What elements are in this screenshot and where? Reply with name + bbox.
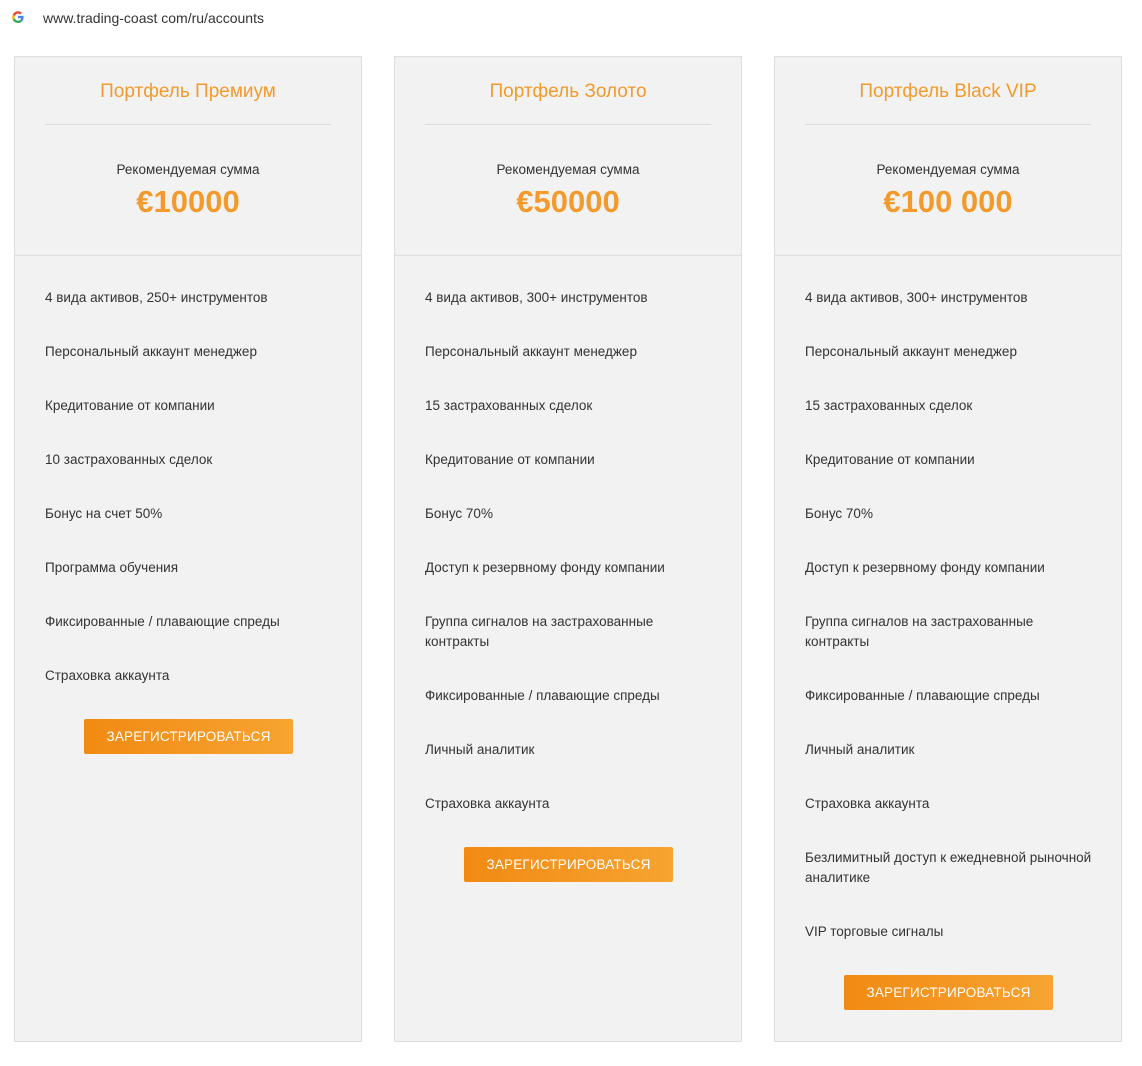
feature-item: Кредитование от компании [45,398,215,413]
plan-card-premium [14,56,362,1042]
feature-item: Персональный аккаунт менеджер [805,344,1017,359]
recommended-amount-label: Рекомендуемая сумма [496,162,640,177]
plan-card-black-vip [774,56,1122,1042]
feature-item: Персональный аккаунт менеджер [45,344,257,359]
feature-item: Личный аналитик [425,742,535,757]
plan-card-header [15,57,361,256]
feature-item: 4 вида активов, 300+ инструментов [425,290,648,305]
recommended-amount: €10000 [136,184,240,219]
url-text[interactable]: www.trading-coast com/ru/accounts [43,10,264,26]
feature-item: Доступ к резервному фонду компании [425,560,665,575]
feature-list [425,288,721,848]
recommended-amount-label: Рекомендуемая сумма [116,162,260,177]
feature-item: Бонус 70% [805,506,873,521]
feature-item: Программа обучения [45,560,179,575]
feature-item: Страховка аккаунта [45,668,170,683]
feature-item: 4 вида активов, 250+ инструментов [45,290,268,305]
feature-item: 15 застрахованных сделок [425,398,593,413]
plan-card-header [775,57,1121,256]
address-bar[interactable] [0,0,1142,36]
recommended-amount: €100 000 [883,184,1013,219]
feature-item: Кредитование от компании [805,452,975,467]
feature-item: 15 застрахованных сделок [805,398,973,413]
divider [425,124,711,125]
feature-item: Кредитование от компании [425,452,595,467]
plan-card-header [395,57,741,256]
feature-item: Фиксированные / плавающие спреды [805,688,1040,703]
register-button[interactable]: ЗАРЕГИСТРИРОВАТЬСЯ [464,847,673,882]
feature-item: Личный аналитик [805,742,915,757]
feature-item: Группа сигналов на застрахованные контракты [805,614,1034,649]
divider [805,124,1091,125]
feature-item: Страховка аккаунта [425,796,550,811]
plan-title: Портфель Black VIP [859,81,1037,102]
plan-title: Портфель Золото [489,81,647,102]
divider [45,124,331,125]
plan-title: Портфель Премиум [100,81,276,102]
plan-card-gold [394,56,742,1042]
feature-item: Персональный аккаунт менеджер [425,344,637,359]
feature-list [45,288,341,720]
feature-item: VIP торговые сигналы [805,924,944,939]
google-g-icon [11,10,25,24]
feature-item: Доступ к резервному фонду компании [805,560,1045,575]
register-button[interactable]: ЗАРЕГИСТРИРОВАТЬСЯ [84,719,293,754]
feature-item: Бонус на счет 50% [45,506,163,521]
feature-item: Безлимитный доступ к ежедневной рыночной аналитике [805,850,1092,885]
feature-item: Фиксированные / плавающие спреды [425,688,660,703]
feature-item: 4 вида активов, 300+ инструментов [805,290,1028,305]
feature-item: Группа сигналов на застрахованные контракты [425,614,654,649]
register-button[interactable]: ЗАРЕГИСТРИРОВАТЬСЯ [844,975,1053,1010]
recommended-amount: €50000 [516,184,620,219]
feature-item: 10 застрахованных сделок [45,452,213,467]
recommended-amount-label: Рекомендуемая сумма [876,162,1020,177]
feature-item: Бонус 70% [425,506,493,521]
feature-item: Фиксированные / плавающие спреды [45,614,280,629]
feature-item: Страховка аккаунта [805,796,930,811]
feature-list [805,288,1101,976]
